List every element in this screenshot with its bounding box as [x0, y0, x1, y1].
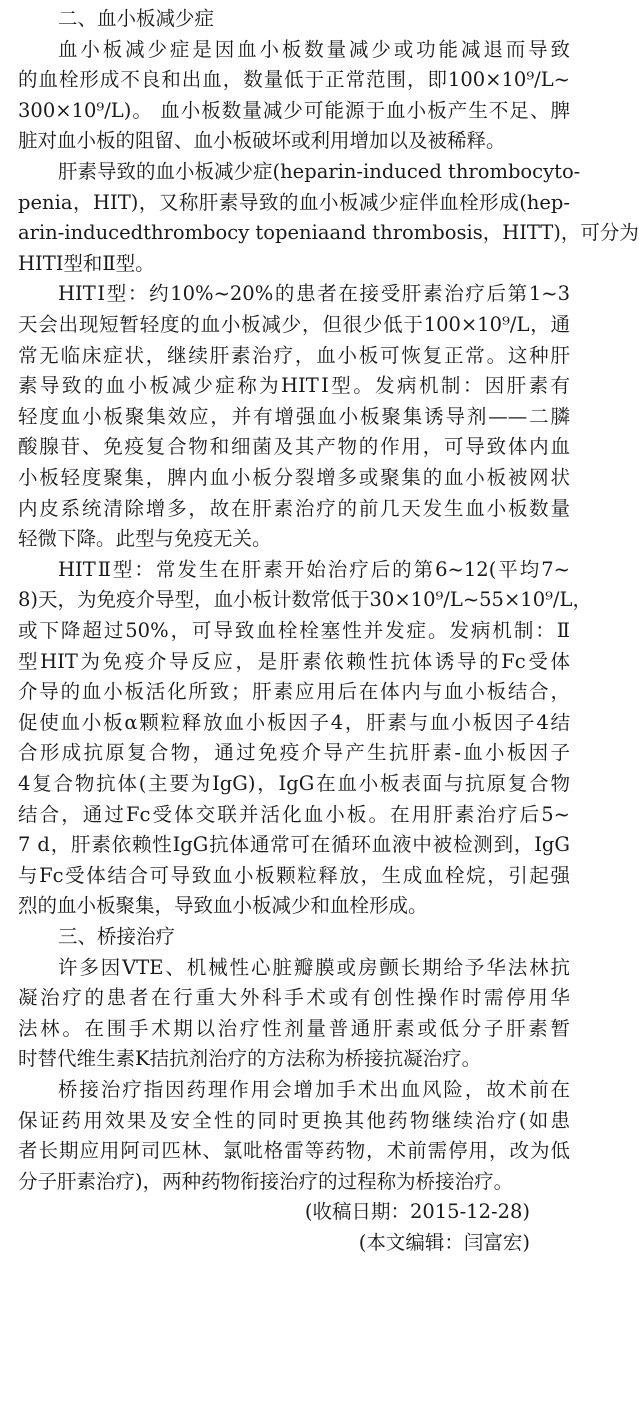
text-line: 烈的血小板聚集，导致血小板减少和血栓形成。 [18, 894, 428, 918]
text-line: 与Fc受体结合可导致血小板颗粒释放，生成血栓烷，引起强 [18, 863, 570, 887]
text-line: 8)天，为免疫介导型，血小板计数常低于30×10⁹/L~55×10⁹/L， [18, 588, 592, 612]
text-line: 轻微下降。此型与免疫无关。 [18, 527, 272, 551]
received-date: (收稿日期：2015-12-28) [304, 1200, 530, 1224]
text-line: 脏对血小板的阻留、血小板破坏或利用增加以及被稀释。 [18, 129, 506, 153]
text-line: 时替代维生素K拮抗剂治疗的方法称为桥接抗凝治疗。 [18, 1047, 482, 1071]
text-line: 小板轻度聚集，脾内血小板分裂增多或聚集的血小板被网状 [18, 466, 570, 489]
text-line: 天会出现短暂轻度的血小板减少，但很少低于100×10⁹/L，通 [18, 313, 570, 336]
text-line: 常无临床症状，继续肝素治疗，血小板可恢复正常。这种肝 [18, 343, 570, 367]
text-line: 300×10⁹/L)。 血小板数量减少可能源于血小板产生不足、脾 [18, 98, 570, 122]
text-line: 合形成抗原复合物，通过免疫介导产生抗肝素-血小板因子 [18, 741, 570, 765]
text-line: HITⅠ型和Ⅱ型。 [18, 251, 155, 275]
text-line: penia，HIT)，又称肝素导致的血小板减少症伴血栓形成(hep- [18, 190, 570, 214]
text-line: 或下降超过50%，可导致血栓栓塞性并发症。发病机制：Ⅱ [18, 619, 570, 642]
text-line: 的血栓形成不良和出血，数量低于正常范围，即100×10⁹/L~ [18, 68, 570, 92]
text-line: 分子肝素治疗)，两种药物衔接治疗的过程称为桥接治疗。 [18, 1169, 514, 1193]
text-line: HITⅡ型：常发生在肝素开始治疗后的第6~12(平均7~ [58, 557, 570, 581]
text-line: 者长期应用阿司匹林、氯吡格雷等药物，术前需停用，改为低 [18, 1139, 570, 1163]
text-line: 酸腺苷、免疫复合物和细菌及其产物的作用，可导致体内血 [18, 435, 570, 459]
text-line: 介导的血小板活化所致；肝素应用后在体内与血小板结合， [18, 680, 570, 704]
text-line: HITⅠ型：约10%~20%的患者在接受肝素治疗后第1~3 [58, 282, 570, 306]
text-line: 桥接治疗指因药理作用会增加手术出血风险，故术前在 [58, 1078, 570, 1101]
text-line: 二、血小板减少症 [58, 7, 215, 30]
text-line: 许多因VTE、机械性心脏瓣膜或房颤长期给予华法林抗 [58, 955, 570, 979]
text-line: 促使血小板α颗粒释放血小板因子4，肝素与血小板因子4结 [18, 710, 570, 734]
text-line: 型HIT为免疫介导反应，是肝素依赖性抗体诱导的Fc受体 [18, 649, 570, 673]
text-line: 法林。在围手术期以治疗性剂量普通肝素或低分子肝素暂 [18, 1016, 570, 1040]
text-line: 内皮系统清除增多，故在肝素治疗的前几天发生血小板数量 [18, 496, 570, 520]
text-line: 7 d，肝素依赖性IgG抗体通常可在循环血液中被检测到，IgG [18, 833, 570, 857]
text-line: 轻度血小板聚集效应，并有增强血小板聚集诱导剂——二膦 [18, 404, 570, 428]
text-line: 三、桥接治疗 [58, 925, 176, 948]
text-line: 肝素导致的血小板减少症(heparin-induced thrombocyto- [58, 160, 581, 183]
text-line: 素导致的血小板减少症称为HITⅠ型。发病机制：因肝素有 [18, 374, 570, 398]
text-line: 保证药用效果及安全性的同时更换其他药物继续治疗(如患 [18, 1108, 570, 1132]
text-line: 结合，通过Fc受体交联并活化血小板。在用肝素治疗后5~ [18, 802, 570, 826]
text-line: 血小板减少症是因血小板数量减少或功能减退而导致 [58, 37, 570, 61]
editor-credit: (本文编辑：闫富宏) [358, 1231, 530, 1254]
text-line: arin-inducedthrombocy topeniaand thrombosis，HITT)，可分为 [18, 221, 639, 245]
text-line: 4复合物抗体(主要为IgG)，IgG在血小板表面与抗原复合物 [18, 772, 570, 795]
text-line: 凝治疗的患者在行重大外科手术或有创性操作时需停用华 [18, 986, 570, 1010]
